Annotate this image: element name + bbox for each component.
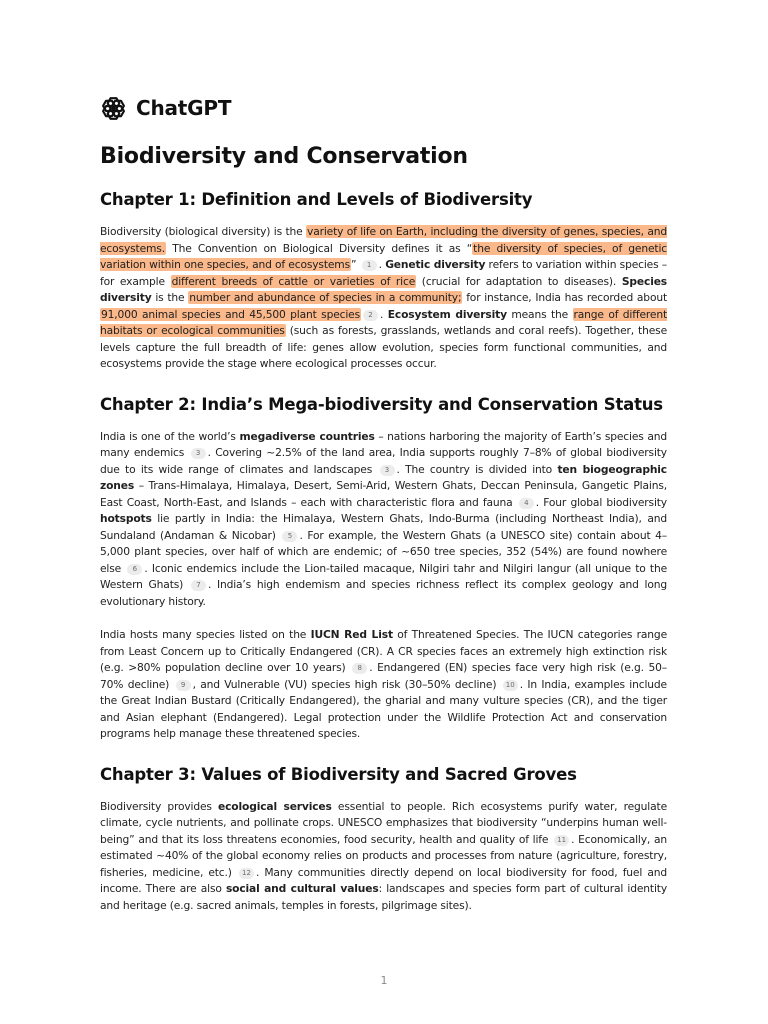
bold-term: megadiverse countries bbox=[239, 429, 375, 443]
text: India hosts many species listed on the bbox=[100, 628, 311, 641]
citation-badge[interactable]: 3 bbox=[191, 448, 206, 459]
text: – nations harboring the majority of Earth’s species and many endemics bbox=[100, 429, 667, 459]
citation-badge[interactable]: 2 bbox=[363, 310, 378, 321]
text: ” bbox=[350, 258, 360, 271]
bold-term: hotspots bbox=[100, 512, 152, 525]
text: . bbox=[378, 258, 386, 271]
text: (crucial for adaptation to diseases). bbox=[416, 274, 622, 288]
bold-term: ten biogeographic zones bbox=[100, 462, 667, 492]
highlight: range of different habitats or ecological communities bbox=[100, 307, 667, 337]
text: . Economically, an estimated ~40% of the global economy relies on products and processes from nature (agriculture, forestry, fisheries, medicine, etc.) bbox=[100, 832, 667, 879]
text: of Threatened Species. The IUCN categories range from Least Concern up to Critically Endangered (CR). A CR species faces an extremely high extinction risk (e.g. >80% population decline over 10 years) bbox=[100, 628, 667, 674]
citation-badge[interactable]: 4 bbox=[519, 498, 534, 509]
bold-term: Genetic diversity bbox=[385, 258, 486, 271]
page-number: 1 bbox=[380, 974, 388, 987]
citation-badge[interactable]: 3 bbox=[380, 465, 395, 476]
citation-badge[interactable]: 11 bbox=[554, 835, 569, 846]
text: India is one of the world’s bbox=[100, 429, 240, 443]
text: Biodiversity (biological diversity) is the bbox=[100, 225, 307, 238]
highlight: different breeds of cattle or varieties of rice bbox=[171, 274, 416, 288]
bold-term: social and cultural values bbox=[225, 882, 379, 895]
text: . bbox=[380, 307, 388, 321]
chapter-2-heading: Chapter 2: India’s Mega-biodiversity and Conservation Status bbox=[100, 394, 663, 414]
text: refers to variation within species – for example bbox=[100, 258, 667, 288]
openai-logo-icon bbox=[100, 95, 127, 122]
chapter-3-paragraph bbox=[100, 799, 667, 915]
bold-term: Species diversity bbox=[100, 274, 668, 304]
text: . India’s high endemism and species richness reflect its complex geology and long evolutionary history. bbox=[100, 578, 667, 608]
citation-badge[interactable]: 5 bbox=[282, 531, 297, 542]
text: . Iconic endemics include the Lion-tailed macaque, Nilgiri tahr and Nilgiri langur (all unique to the Western Ghats) bbox=[100, 561, 667, 591]
bold-term: Ecosystem diversity bbox=[387, 307, 507, 321]
citation-badge[interactable]: 6 bbox=[127, 564, 142, 575]
page-title: Biodiversity and Conservation bbox=[100, 144, 468, 169]
citation-badge[interactable]: 9 bbox=[176, 680, 191, 691]
highlight: 91,000 animal species and 45,500 plant species bbox=[101, 307, 361, 321]
text: . Four global biodiversity bbox=[535, 495, 667, 509]
highlight: the diversity of species, of genetic variation within one species, and of ecosystems bbox=[100, 241, 667, 271]
text: (such as forests, grasslands, wetlands and coral reefs). Together, these levels capture the full breadth of life: genes allow evolution, species form functional communities, and ecosystems provide the stage where ecological processes occur. bbox=[100, 324, 667, 370]
chapter-2-paragraph-2 bbox=[100, 627, 667, 743]
citation-badge[interactable]: 12 bbox=[239, 868, 254, 879]
chapter-1-heading: Chapter 1: Definition and Levels of Biodiversity bbox=[100, 190, 533, 209]
text: for instance, India has recorded about bbox=[462, 291, 667, 304]
text: The Convention on Biological Diversity defines it as “ bbox=[165, 241, 473, 255]
bold-term: ecological services bbox=[218, 799, 332, 813]
chapter-1-paragraph bbox=[100, 224, 667, 373]
text: . The country is divided into bbox=[396, 462, 558, 476]
text: , and Vulnerable (VU) species high risk (30–50% decline) bbox=[192, 677, 501, 691]
text: . Endangered (EN) species face very high risk (e.g. 50–70% decline) bbox=[100, 661, 667, 691]
citation-badge[interactable]: 10 bbox=[503, 680, 518, 691]
text: lie partly in India: the Himalaya, Western Ghats, Indo-Burma (including Northeast India), and Sundaland (Andaman & Nicobar) bbox=[100, 512, 667, 542]
text: means the bbox=[506, 307, 573, 321]
text: . Covering ~2.5% of the land area, India supports roughly 7–8% of global biodiversity due to its wide range of climates and landscapes bbox=[100, 446, 667, 476]
citation-badge[interactable]: 8 bbox=[352, 663, 367, 674]
document-page bbox=[100, 94, 667, 914]
text: – Trans-Himalaya, Himalaya, Desert, Semi-Arid, Western Ghats, Deccan Peninsula, Gangetic Plains, East Coast, North-East, and Islands – each with characteristic flora and fauna bbox=[100, 479, 667, 509]
bold-term: IUCN Red List bbox=[310, 628, 393, 641]
highlight: variety of life on Earth, including the diversity of genes, species, and ecosystems. bbox=[100, 225, 667, 255]
text: : landscapes and species form part of cultural identity and heritage (e.g. sacred animals, temples in forests, pilgrimage sites). bbox=[100, 882, 667, 912]
brand-name: ChatGPT bbox=[136, 96, 232, 120]
chapter-2-paragraph-1 bbox=[100, 429, 667, 611]
text: . For example, the Western Ghats (a UNESCO site) contain about 4–5,000 plant species, over half of which are endemic; of ~650 tree species, 352 (54%) are found nowhere else bbox=[100, 528, 667, 575]
text: . In India, examples include the Great Indian Bustard (Critically Endangered), the gharial and many vulture species (CR), and the tiger and Asian elephant (Endangered). Legal protection under the Wildlife Protection Act and conservation programs help manage these threatened species. bbox=[100, 677, 667, 740]
highlight: number and abundance of species in a community; bbox=[189, 291, 462, 304]
text: . Many communities directly depend on local biodiversity for food, fuel and income. There are also bbox=[100, 865, 667, 895]
citation-badge[interactable]: 7 bbox=[191, 580, 206, 591]
text: Biodiversity provides bbox=[100, 799, 219, 813]
citation-badge[interactable]: 1 bbox=[362, 260, 377, 271]
chapter-3-heading: Chapter 3: Values of Biodiversity and Sacred Groves bbox=[100, 764, 577, 784]
brand-header bbox=[100, 94, 667, 122]
text: is the bbox=[151, 291, 189, 304]
text: essential to people. Rich ecosystems purify water, regulate climate, cycle nutrients, and pollinate crops. UNESCO emphasizes that biodiversity “underpins human well-being” and that its loss threatens economies, food security, health and quality of life bbox=[100, 799, 667, 846]
